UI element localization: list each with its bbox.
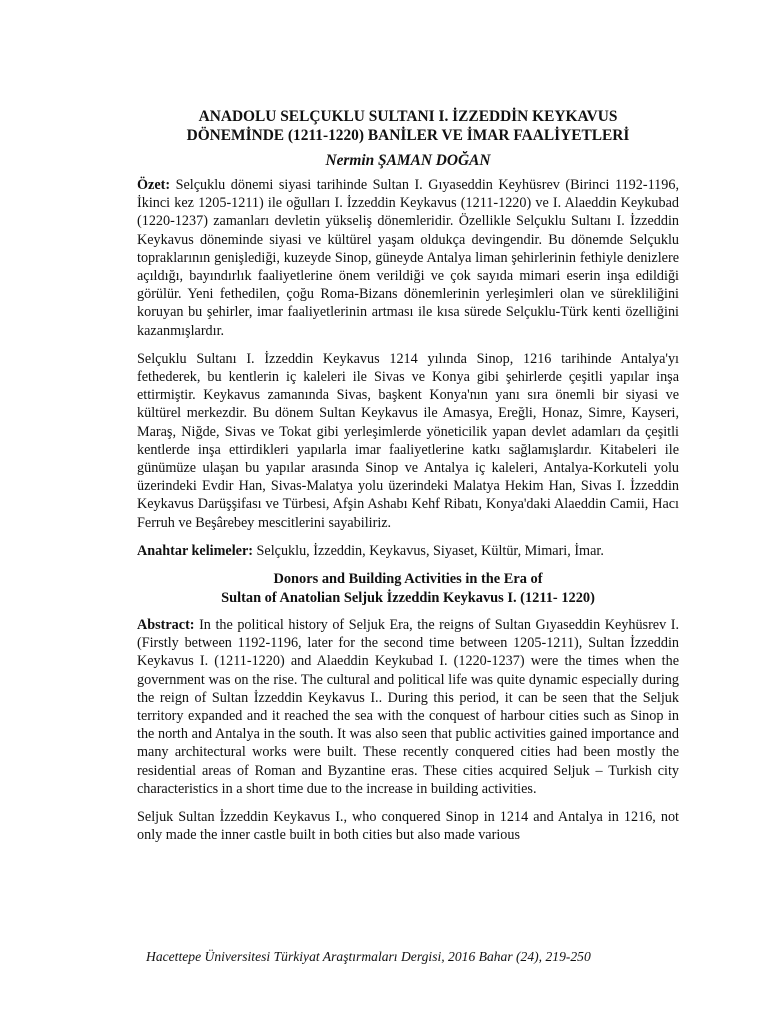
journal-footer: Hacettepe Üniversitesi Türkiyat Araştırmaları Dergisi, 2016 Bahar (24), 219-250: [146, 949, 591, 964]
author-name: Nermin ŞAMAN DOĞAN: [325, 152, 491, 169]
abstract-label: Abstract:: [137, 617, 200, 634]
keywords-text: Selçuklu, İzzeddin, Keykavus, Siyaset, Kültür, Mimari, İmar.: [256, 542, 604, 559]
article-title: [137, 107, 679, 145]
article-title-line-1: ANADOLU SELÇUKLU SULTANI I. İZZEDDİN KEYKAVUS: [198, 108, 618, 125]
abstract-text: In the political history of Seljuk Era, the reigns of Sultan Gıyaseddin Keyhüsrev I. (Firstly between 1192-1196, later for the second time between 1205-1211), Sultan İzzeddin Keykavus I. (1211-1220) and Alaeddin Keykubad I. (1220-1237) were the times when the government was on the rise. The cultural and political life was quite dynamic especially during the reign of Sultan İzzeddin Keykavus I.. During this period, it can be seen that the Seljuk territory expanded and it reached the sea with the conquest of harbour cities such as Sinop in the north and Antalya in the south. It was also seen that public activities gained importance and many architectural works were built. These recently conquered cities had been mostly the residential areas of Roman and Byzantine eras. These cities acquired Seljuk – Turkish city characteristics in a short time due to the increase in building activities.: [137, 617, 679, 797]
abstract-paragraph: [137, 616, 679, 798]
ozet-paragraph-2: Selçuklu Sultanı I. İzzeddin Keykavus 1214 yılında Sinop, 1216 tarihinde Antalya'yı fethederek, bu kentlerin iç kaleleri ile Sivas ve Konya gibi şehirlerde çeşitli yapılar inşa ettirmiştir. Keykavus zamanında Sivas, başkent Konya'nın yanı sıra önemli bir siyasi ve kültürel merkezdir. Bu dönem Sultan Keykavus ile Amasya, Ereğli, Honaz, Simre, Kayseri, Maraş, Niğde, Sivas ve Tokat gibi yerleşimlerde yöneticilik yapan devlet adamları da çeşitli kentlerde inşa ettirdikleri yapılarla imar faaliyetlerine katkı sağlamışlardır. Kitabeleri ile günümüze ulaşan bu yapılar arasında Sinop ve Antalya iç kaleleri, Antalya-Korkuteli yolu üzerindeki Evdir Han, Sivas-Malatya yolu üzerindeki Malatya Hekim Han, Sivas I. İzzeddin Keykavus Darüşşifası ve Türbesi, Afşin Ashabı Kehf Ribatı, Konya'daki Alaeddin Camii, Hacı Ferruh ve Beşârebey mescitlerini sayabiliriz.: [137, 350, 679, 531]
article-page: [137, 107, 679, 855]
article-title-line-2: DÖNEMİNDE (1211-1220) BANİLER VE İMAR FAALİYETLERİ: [186, 127, 630, 144]
ozet-label: Özet:: [137, 177, 176, 193]
english-title-line-2: Sultan of Anatolian Seljuk İzzeddin Keykavus I. (1211- 1220): [221, 589, 595, 606]
keywords-paragraph: [137, 542, 679, 560]
ozet-text: Selçuklu dönemi siyasi tarihinde Sultan I. Gıyaseddin Keyhüsrev (Birinci 1192-1196, İkinci kez 1205-1211) ile oğulları I. İzzeddin Keykavus (1211-1220) ve I. Alaeddin Keykubad (1220-1237) zamanları devletin yükseliş dönemleridir. Özellikle Selçuklu Sultanı I. İzzeddin Keykavus döneminde siyasi ve kültürel yaşam oldukça devingendir. Bu dönemde Selçuklu topraklarının genişlediği, kuzeyde Sinop, güneyde Antalya liman şehirlerinin fethiyle denizlere açıldığı, bayındırlık faaliyetlerine önem verildiği ve çok sayıda mimari eserin inşa edildiği görülür. Yeni fethedilen, çoğu Roma-Bizans dönemlerinin yerleşimleri olan ve sürekliliğini koruyan bu şehirler, imar faaliyetlerinin artması ile kısa sürede Selçuklu-Türk kenti özelliğini kazanmışlardır.: [137, 177, 679, 339]
english-title: [137, 570, 679, 607]
abstract-paragraph-2: Seljuk Sultan İzzeddin Keykavus I., who conquered Sinop in 1214 and Antalya in 1216, not only made the inner castle built in both cities but also made various: [137, 809, 679, 844]
ozet-paragraph: [137, 176, 679, 340]
english-title-line-1: Donors and Building Activities in the Era of: [273, 571, 543, 588]
keywords-label: Anahtar kelimeler:: [137, 542, 257, 559]
